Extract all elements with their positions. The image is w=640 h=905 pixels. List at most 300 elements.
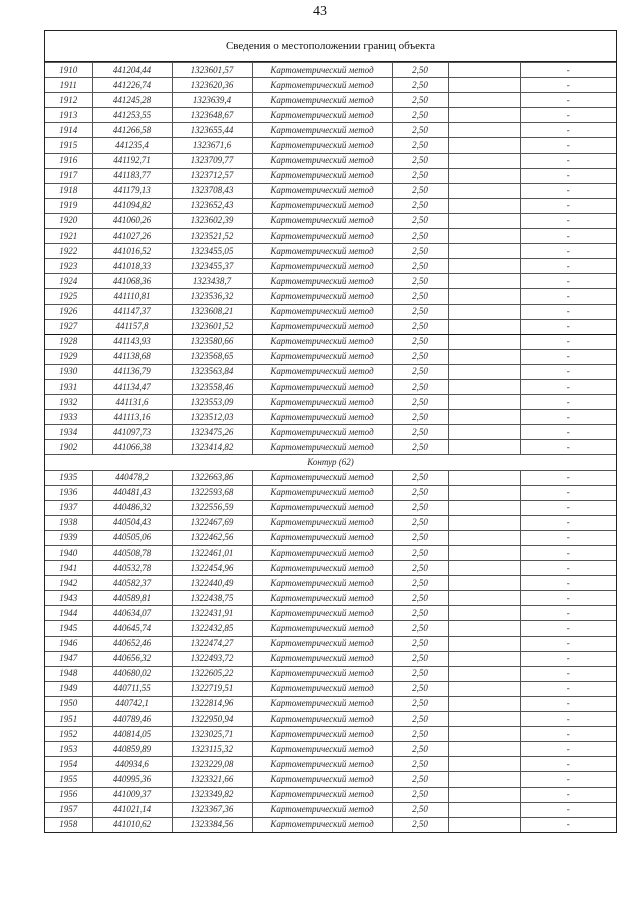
empty-cell	[448, 63, 520, 78]
coordinate-x: 441183,77	[92, 168, 172, 183]
empty-cell	[448, 108, 520, 123]
empty-cell	[448, 349, 520, 364]
coordinate-y: 1323608,21	[172, 304, 252, 319]
coordinate-x: 440859,89	[92, 742, 172, 757]
point-number: 1914	[45, 123, 92, 138]
empty-cell	[448, 364, 520, 379]
dash-cell: -	[520, 636, 616, 651]
accuracy: 2,50	[392, 289, 448, 304]
point-number: 1943	[45, 591, 92, 606]
coordinate-x: 440532,78	[92, 561, 172, 576]
table-row	[45, 229, 616, 244]
coordinate-y: 1323438,7	[172, 274, 252, 289]
accuracy: 2,50	[392, 666, 448, 681]
coordinate-y: 1322493,72	[172, 651, 252, 666]
dash-cell: -	[520, 319, 616, 334]
point-number: 1946	[45, 636, 92, 651]
empty-cell	[448, 78, 520, 93]
point-number: 1954	[45, 757, 92, 772]
method: Картометрический метод	[252, 787, 392, 802]
empty-cell	[448, 772, 520, 787]
accuracy: 2,50	[392, 621, 448, 636]
point-number: 1939	[45, 530, 92, 545]
coordinate-x: 441253,55	[92, 108, 172, 123]
method: Картометрический метод	[252, 395, 392, 410]
coordinate-y: 1323652,43	[172, 198, 252, 213]
accuracy: 2,50	[392, 500, 448, 515]
method: Картометрический метод	[252, 123, 392, 138]
coordinate-y: 1323512,03	[172, 410, 252, 425]
table-row	[45, 651, 616, 666]
point-number: 1956	[45, 787, 92, 802]
coordinate-y: 1322431,91	[172, 606, 252, 621]
point-number: 1941	[45, 561, 92, 576]
coordinate-x: 440656,32	[92, 651, 172, 666]
dash-cell: -	[520, 772, 616, 787]
method: Картометрический метод	[252, 530, 392, 545]
table-row	[45, 817, 616, 832]
table-row	[45, 470, 616, 485]
coordinate-x: 441266,58	[92, 123, 172, 138]
accuracy: 2,50	[392, 213, 448, 228]
point-number: 1937	[45, 500, 92, 515]
empty-cell	[448, 802, 520, 817]
coordinate-y: 1323568,65	[172, 349, 252, 364]
coordinate-x: 441245,28	[92, 93, 172, 108]
accuracy: 2,50	[392, 259, 448, 274]
dash-cell: -	[520, 93, 616, 108]
dash-cell: -	[520, 168, 616, 183]
table-row	[45, 681, 616, 696]
coordinate-x: 441094,82	[92, 198, 172, 213]
table-row	[45, 259, 616, 274]
coordinates-sheet	[44, 30, 617, 833]
method: Картометрический метод	[252, 817, 392, 832]
point-number: 1928	[45, 334, 92, 349]
accuracy: 2,50	[392, 576, 448, 591]
method: Картометрический метод	[252, 742, 392, 757]
method: Картометрический метод	[252, 485, 392, 500]
dash-cell: -	[520, 651, 616, 666]
coordinate-y: 1322814,96	[172, 696, 252, 711]
table-row	[45, 78, 616, 93]
dash-cell: -	[520, 817, 616, 832]
coordinate-y: 1323475,26	[172, 425, 252, 440]
empty-cell	[448, 666, 520, 681]
empty-cell	[448, 440, 520, 455]
accuracy: 2,50	[392, 772, 448, 787]
coordinate-y: 1323455,05	[172, 244, 252, 259]
coordinate-y: 1322605,22	[172, 666, 252, 681]
table-row	[45, 666, 616, 681]
accuracy: 2,50	[392, 485, 448, 500]
empty-cell	[448, 757, 520, 772]
accuracy: 2,50	[392, 470, 448, 485]
accuracy: 2,50	[392, 802, 448, 817]
table-row	[45, 742, 616, 757]
table-row	[45, 138, 616, 153]
empty-cell	[448, 651, 520, 666]
coordinate-y: 1323601,52	[172, 319, 252, 334]
table-row	[45, 108, 616, 123]
empty-cell	[448, 470, 520, 485]
empty-cell	[448, 591, 520, 606]
coordinate-y: 1323455,37	[172, 259, 252, 274]
dash-cell: -	[520, 576, 616, 591]
empty-cell	[448, 742, 520, 757]
coordinates-table	[45, 62, 616, 832]
coordinate-y: 1323708,43	[172, 183, 252, 198]
method: Картометрический метод	[252, 681, 392, 696]
table-row	[45, 274, 616, 289]
method: Картометрический метод	[252, 712, 392, 727]
accuracy: 2,50	[392, 440, 448, 455]
method: Картометрический метод	[252, 500, 392, 515]
method: Картометрический метод	[252, 379, 392, 394]
dash-cell: -	[520, 712, 616, 727]
dash-cell: -	[520, 213, 616, 228]
empty-cell	[448, 485, 520, 500]
empty-cell	[448, 787, 520, 802]
dash-cell: -	[520, 727, 616, 742]
accuracy: 2,50	[392, 696, 448, 711]
coordinate-x: 441136,79	[92, 364, 172, 379]
point-number: 1930	[45, 364, 92, 379]
point-number: 1931	[45, 379, 92, 394]
dash-cell: -	[520, 63, 616, 78]
point-number: 1927	[45, 319, 92, 334]
coordinate-y: 1323709,77	[172, 153, 252, 168]
coordinate-x: 440478,2	[92, 470, 172, 485]
coordinate-x: 441143,93	[92, 334, 172, 349]
table-row	[45, 440, 616, 455]
coordinate-y: 1322556,59	[172, 500, 252, 515]
method: Картометрический метод	[252, 319, 392, 334]
empty-cell	[448, 244, 520, 259]
coordinate-x: 441204,44	[92, 63, 172, 78]
dash-cell: -	[520, 229, 616, 244]
dash-cell: -	[520, 591, 616, 606]
table-row	[45, 395, 616, 410]
point-number: 1924	[45, 274, 92, 289]
point-number: 1949	[45, 681, 92, 696]
dash-cell: -	[520, 78, 616, 93]
dash-cell: -	[520, 787, 616, 802]
accuracy: 2,50	[392, 349, 448, 364]
accuracy: 2,50	[392, 379, 448, 394]
coordinate-x: 440789,46	[92, 712, 172, 727]
method: Картометрический метод	[252, 591, 392, 606]
method: Картометрический метод	[252, 606, 392, 621]
method: Картометрический метод	[252, 727, 392, 742]
table-row	[45, 591, 616, 606]
point-number: 1957	[45, 802, 92, 817]
dash-cell: -	[520, 696, 616, 711]
empty-cell	[448, 606, 520, 621]
coordinate-y: 1323553,09	[172, 395, 252, 410]
method: Картометрический метод	[252, 546, 392, 561]
empty-cell	[448, 696, 520, 711]
method: Картометрический метод	[252, 259, 392, 274]
coordinate-x: 441113,16	[92, 410, 172, 425]
point-number: 1932	[45, 395, 92, 410]
method: Картометрический метод	[252, 425, 392, 440]
empty-cell	[448, 183, 520, 198]
table-row	[45, 530, 616, 545]
method: Картометрический метод	[252, 334, 392, 349]
table-row	[45, 410, 616, 425]
empty-cell	[448, 213, 520, 228]
empty-cell	[448, 123, 520, 138]
coordinate-y: 1323229,08	[172, 757, 252, 772]
point-number: 1915	[45, 138, 92, 153]
method: Картометрический метод	[252, 153, 392, 168]
dash-cell: -	[520, 470, 616, 485]
method: Картометрический метод	[252, 138, 392, 153]
point-number: 1952	[45, 727, 92, 742]
table-row	[45, 802, 616, 817]
coordinate-y: 1322474,27	[172, 636, 252, 651]
sheet-title: Сведения о местоположении границ объекта	[45, 31, 616, 62]
method: Картометрический метод	[252, 108, 392, 123]
coordinate-y: 1323384,56	[172, 817, 252, 832]
accuracy: 2,50	[392, 727, 448, 742]
accuracy: 2,50	[392, 817, 448, 832]
coordinate-y: 1322719,51	[172, 681, 252, 696]
method: Картометрический метод	[252, 274, 392, 289]
method: Картометрический метод	[252, 802, 392, 817]
coordinate-y: 1323536,32	[172, 289, 252, 304]
table-row	[45, 772, 616, 787]
coordinate-x: 441226,74	[92, 78, 172, 93]
dash-cell: -	[520, 349, 616, 364]
accuracy: 2,50	[392, 93, 448, 108]
table-row	[45, 576, 616, 591]
empty-cell	[448, 410, 520, 425]
method: Картометрический метод	[252, 440, 392, 455]
accuracy: 2,50	[392, 651, 448, 666]
coordinate-y: 1323648,67	[172, 108, 252, 123]
empty-cell	[448, 621, 520, 636]
accuracy: 2,50	[392, 636, 448, 651]
method: Картометрический метод	[252, 93, 392, 108]
point-number: 1913	[45, 108, 92, 123]
coordinate-x: 441131,6	[92, 395, 172, 410]
empty-cell	[448, 546, 520, 561]
coordinate-x: 440934,6	[92, 757, 172, 772]
accuracy: 2,50	[392, 183, 448, 198]
table-row	[45, 757, 616, 772]
point-number: 1948	[45, 666, 92, 681]
coordinate-y: 1323671,6	[172, 138, 252, 153]
empty-cell	[448, 395, 520, 410]
coordinate-x: 441134,47	[92, 379, 172, 394]
dash-cell: -	[520, 274, 616, 289]
accuracy: 2,50	[392, 546, 448, 561]
point-number: 1917	[45, 168, 92, 183]
method: Картометрический метод	[252, 666, 392, 681]
point-number: 1911	[45, 78, 92, 93]
coordinate-y: 1323602,39	[172, 213, 252, 228]
point-number: 1926	[45, 304, 92, 319]
coordinate-x: 440995,36	[92, 772, 172, 787]
accuracy: 2,50	[392, 304, 448, 319]
empty-cell	[448, 198, 520, 213]
empty-cell	[448, 153, 520, 168]
point-number: 1925	[45, 289, 92, 304]
empty-cell	[448, 304, 520, 319]
coordinate-x: 441021,14	[92, 802, 172, 817]
point-number: 1942	[45, 576, 92, 591]
coordinate-x: 441192,71	[92, 153, 172, 168]
coordinate-x: 440508,78	[92, 546, 172, 561]
dash-cell: -	[520, 108, 616, 123]
coordinate-x: 440589,81	[92, 591, 172, 606]
accuracy: 2,50	[392, 606, 448, 621]
empty-cell	[448, 334, 520, 349]
coordinate-x: 441235,4	[92, 138, 172, 153]
accuracy: 2,50	[392, 168, 448, 183]
coordinate-x: 441066,38	[92, 440, 172, 455]
dash-cell: -	[520, 485, 616, 500]
coordinate-x: 441147,37	[92, 304, 172, 319]
accuracy: 2,50	[392, 138, 448, 153]
point-number: 1923	[45, 259, 92, 274]
dash-cell: -	[520, 606, 616, 621]
method: Картометрический метод	[252, 636, 392, 651]
method: Картометрический метод	[252, 772, 392, 787]
coordinate-y: 1323620,36	[172, 78, 252, 93]
accuracy: 2,50	[392, 712, 448, 727]
coordinate-x: 441110,81	[92, 289, 172, 304]
coordinate-y: 1323712,57	[172, 168, 252, 183]
method: Картометрический метод	[252, 168, 392, 183]
table-row	[45, 485, 616, 500]
table-row	[45, 349, 616, 364]
coordinate-y: 1323367,36	[172, 802, 252, 817]
method: Картометрический метод	[252, 651, 392, 666]
coordinate-y: 1322593,68	[172, 485, 252, 500]
empty-cell	[448, 576, 520, 591]
accuracy: 2,50	[392, 787, 448, 802]
method: Картометрический метод	[252, 364, 392, 379]
coordinate-y: 1323321,66	[172, 772, 252, 787]
table-row	[45, 696, 616, 711]
empty-cell	[448, 319, 520, 334]
table-row	[45, 712, 616, 727]
method: Картометрический метод	[252, 576, 392, 591]
accuracy: 2,50	[392, 395, 448, 410]
empty-cell	[448, 500, 520, 515]
empty-cell	[448, 138, 520, 153]
dash-cell: -	[520, 500, 616, 515]
point-number: 1920	[45, 213, 92, 228]
coordinate-x: 440634,07	[92, 606, 172, 621]
coordinate-y: 1323115,32	[172, 742, 252, 757]
dash-cell: -	[520, 123, 616, 138]
empty-cell	[448, 561, 520, 576]
method: Картометрический метод	[252, 289, 392, 304]
method: Картометрический метод	[252, 63, 392, 78]
empty-cell	[448, 530, 520, 545]
coordinate-x: 440742,1	[92, 696, 172, 711]
coordinate-y: 1323414,82	[172, 440, 252, 455]
dash-cell: -	[520, 304, 616, 319]
point-number: 1912	[45, 93, 92, 108]
method: Картометрический метод	[252, 198, 392, 213]
table-row	[45, 379, 616, 394]
point-number: 1929	[45, 349, 92, 364]
method: Картометрический метод	[252, 515, 392, 530]
dash-cell: -	[520, 546, 616, 561]
dash-cell: -	[520, 289, 616, 304]
coordinate-x: 440486,32	[92, 500, 172, 515]
dash-cell: -	[520, 757, 616, 772]
coordinate-x: 440504,43	[92, 515, 172, 530]
accuracy: 2,50	[392, 757, 448, 772]
table-row	[45, 183, 616, 198]
point-number: 1944	[45, 606, 92, 621]
method: Картометрический метод	[252, 183, 392, 198]
point-number: 1953	[45, 742, 92, 757]
dash-cell: -	[520, 666, 616, 681]
coordinate-y: 1323655,44	[172, 123, 252, 138]
coordinate-x: 441138,68	[92, 349, 172, 364]
accuracy: 2,50	[392, 319, 448, 334]
table-row	[45, 304, 616, 319]
coordinate-x: 440481,43	[92, 485, 172, 500]
coordinate-y: 1323639,4	[172, 93, 252, 108]
coordinate-y: 1323601,57	[172, 63, 252, 78]
table-row	[45, 621, 616, 636]
point-number: 1938	[45, 515, 92, 530]
dash-cell: -	[520, 742, 616, 757]
coordinate-y: 1322454,96	[172, 561, 252, 576]
table-row	[45, 636, 616, 651]
table-row	[45, 606, 616, 621]
method: Картометрический метод	[252, 244, 392, 259]
accuracy: 2,50	[392, 334, 448, 349]
coordinate-y: 1323521,52	[172, 229, 252, 244]
accuracy: 2,50	[392, 108, 448, 123]
coordinate-x: 440814,05	[92, 727, 172, 742]
dash-cell: -	[520, 153, 616, 168]
point-number: 1940	[45, 546, 92, 561]
dash-cell: -	[520, 364, 616, 379]
coordinate-x: 440582,37	[92, 576, 172, 591]
table-row	[45, 787, 616, 802]
dash-cell: -	[520, 425, 616, 440]
empty-cell	[448, 681, 520, 696]
table-row	[45, 63, 616, 78]
empty-cell	[448, 168, 520, 183]
empty-cell	[448, 712, 520, 727]
empty-cell	[448, 379, 520, 394]
table-row	[45, 425, 616, 440]
dash-cell: -	[520, 681, 616, 696]
point-number: 1958	[45, 817, 92, 832]
empty-cell	[448, 515, 520, 530]
point-number: 1955	[45, 772, 92, 787]
dash-cell: -	[520, 334, 616, 349]
accuracy: 2,50	[392, 742, 448, 757]
dash-cell: -	[520, 440, 616, 455]
method: Картометрический метод	[252, 213, 392, 228]
coordinate-x: 440680,02	[92, 666, 172, 681]
coordinate-x: 441010,62	[92, 817, 172, 832]
coordinate-y: 1323349,82	[172, 787, 252, 802]
coordinate-y: 1322462,56	[172, 530, 252, 545]
